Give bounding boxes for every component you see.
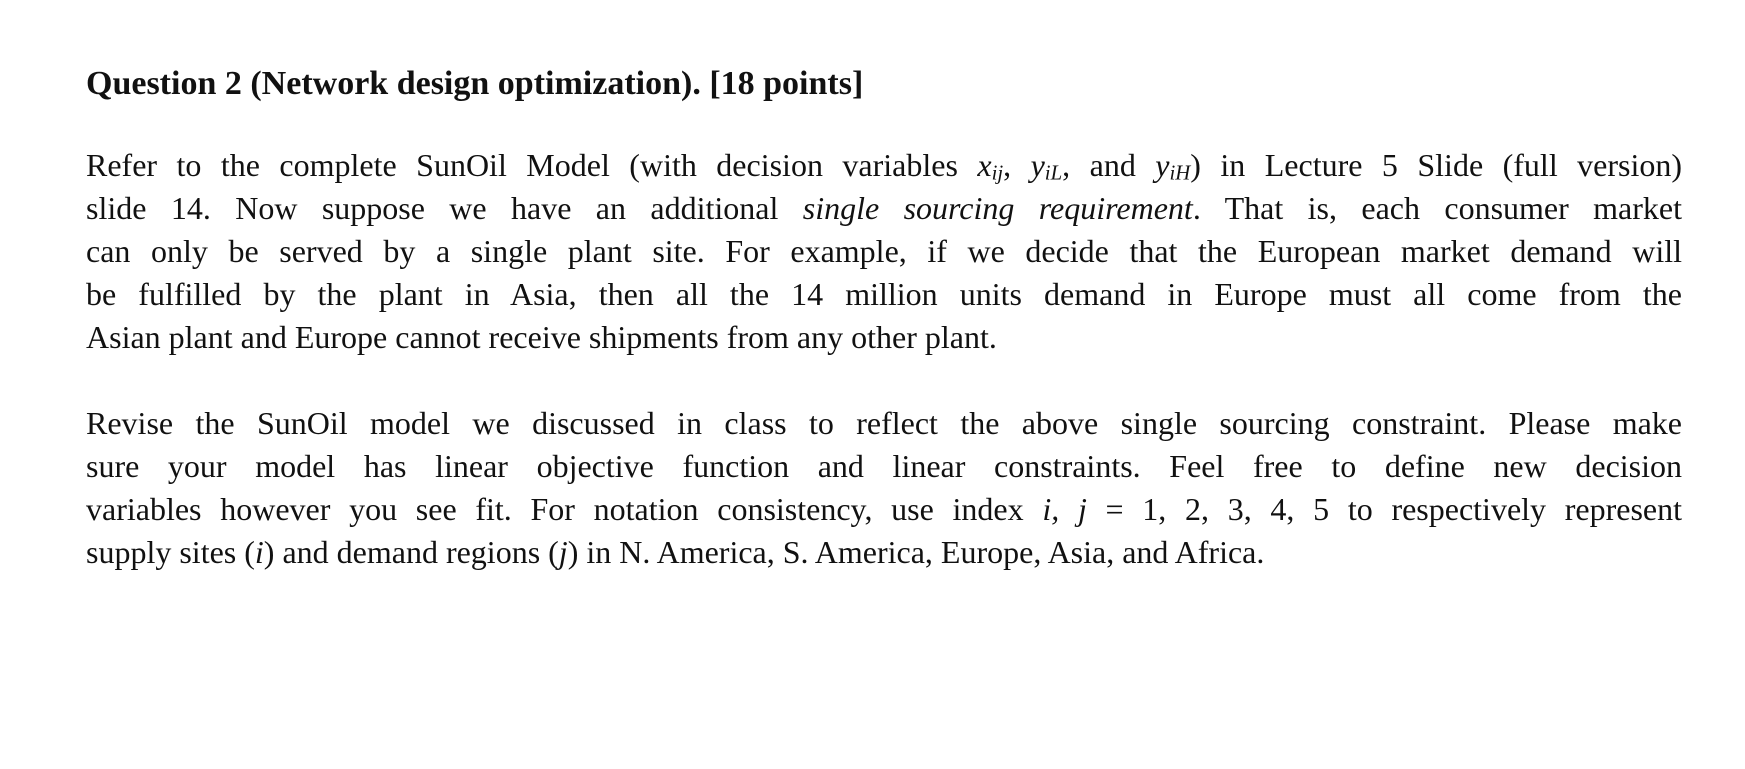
var-x-letter: x [977,147,992,183]
line4-suffix: ) in N. America, S. America, Europe, Asia, and Africa. [567,534,1265,570]
question-heading: Question 2 (Network design optimization). [18 points] [86,65,864,102]
line3-suffix: = 1, 2, 3, 4, 5 to respectively represent [1086,491,1683,527]
document-page [86,58,1682,617]
variable-y-ih [1155,147,1190,183]
var-yh-letter: y [1155,147,1170,183]
var-yl-letter: y [1030,147,1045,183]
paragraph1-line3: can only be served by a single plant site. For example, if we decide that the European market demand will [86,233,1682,269]
var-yl-subscript: iL [1044,161,1063,185]
line1-prefix: Refer to the complete SunOil Model (with decision variables [86,147,978,183]
and-text: , and [1062,147,1156,183]
line2-prefix: slide 14. Now suppose we have an additional [86,190,803,226]
paragraph2-line1: Revise the SunOil model we discussed in class to reflect the above single sourcing constraint. Please make [86,405,1682,441]
paragraph2-line3 [86,488,1682,531]
paragraph2-line4 [86,531,1682,574]
paragraph-instructions [86,402,1682,574]
line1-suffix: ) in Lecture 5 Slide (full version) [1190,147,1683,183]
line2-suffix: . That is, each consumer market [1192,190,1683,226]
index-i: i [254,534,264,570]
paragraph1-line2 [86,187,1682,230]
paragraph2-line2: sure your model has linear objective function and linear constraints. Feel free to define new decision [86,448,1682,484]
paragraph-problem-context [86,144,1682,359]
var-yh-subscript: iH [1169,161,1191,185]
var-x-subscript: ij [991,161,1004,185]
index-i-j: i, j [1042,491,1087,527]
line4-middle: ) and demand regions ( [263,534,559,570]
comma-separator: , [1003,147,1031,183]
line3-prefix: variables however you see fit. For notation consistency, use index [86,491,1043,527]
paragraph1-line4: be fulfilled by the plant in Asia, then all the 14 million units demand in Europe must all come from the [86,276,1682,312]
paragraph1-line5: Asian plant and Europe cannot receive shipments from any other plant. [86,319,997,355]
paragraph1-line1 [86,144,1682,187]
variable-x-ij [977,147,1003,183]
single-sourcing-emphasis: single sourcing requirement [802,190,1193,226]
variable-y-il [1031,147,1063,183]
index-j: j [558,534,568,570]
line4-prefix: supply sites ( [86,534,255,570]
